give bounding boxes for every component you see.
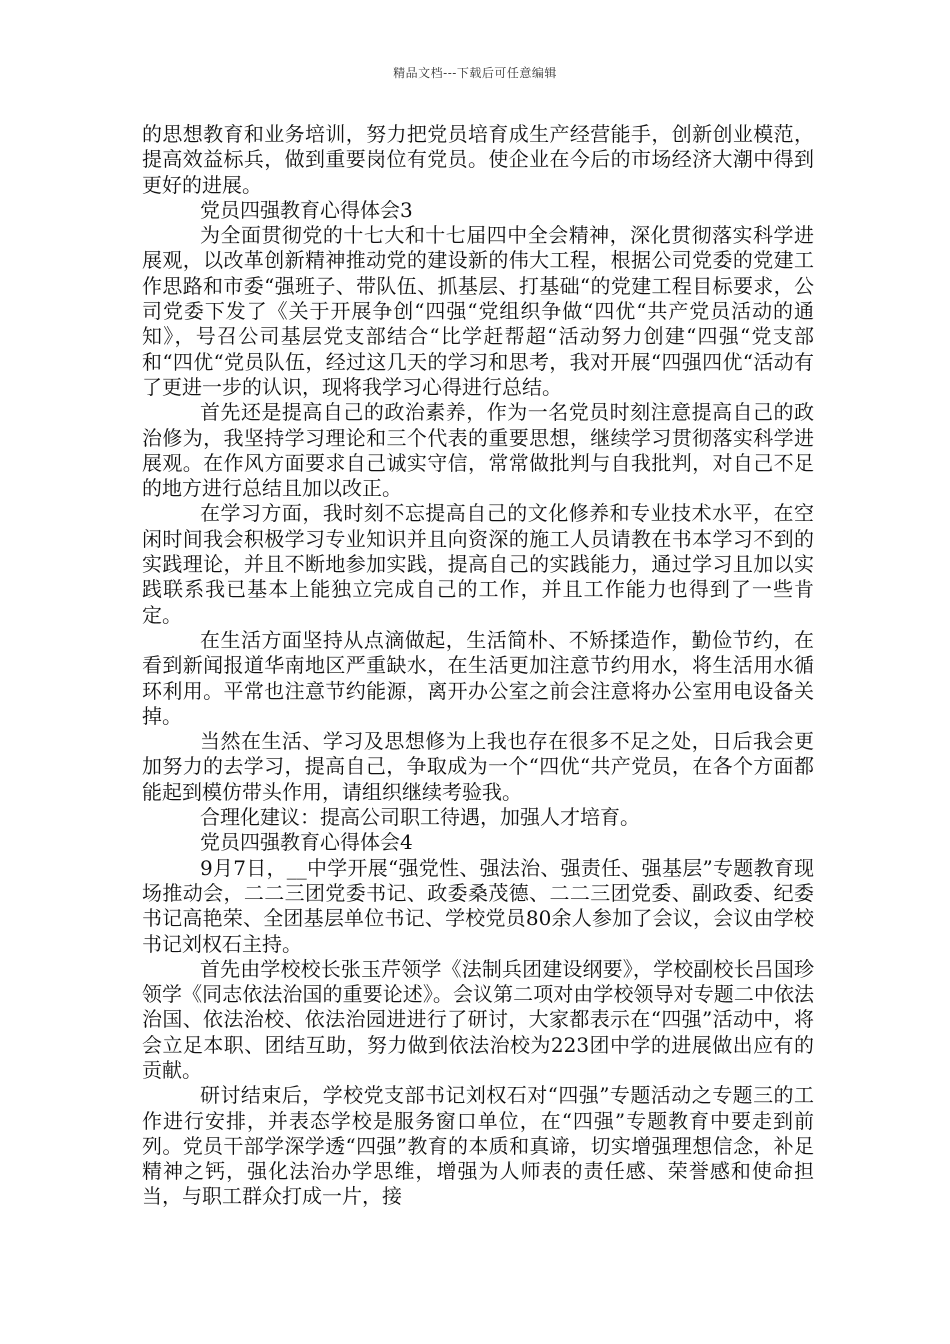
paragraph: 当然在生活、学习及思想修为上我也存在很多不足之处，日后我会更加努力的去学习，提高自己，争取成为一个“四优“共产党员，在各个方面都能起到模仿带头作用，请组织继续考验我。 <box>142 729 814 804</box>
paragraph-continuation: 的思想教育和业务培训，努力把党员培育成生产经营能手，创新创业模范，提高效益标兵，做到重要岗位有党员。使企业在今后的市场经济大潮中得到更好的进展。 <box>142 122 814 197</box>
paragraph: 在学习方面，我时刻不忘提高自己的文化修养和专业技术水平，在空闲时间我会积极学习专业知识并且向资深的施工人员请教在书本学习不到的实践理论，并且不断地参加实践，提高自己的实践能力，通过学习且加以实践联系我已基本上能独立完成自己的工作，并且工作能力也得到了一些肯定。 <box>142 501 814 627</box>
page-header: 精品文档---下载后可任意编辑 <box>393 66 557 80</box>
paragraph-suggestion: 合理化建议：提高公司职工待遇，加强人才培育。 <box>200 805 640 830</box>
paragraph: 研讨结束后，学校党支部书记刘权石对“四强”专题活动之专题三的工作进行安排，并表态学校是服务窗口单位，在“四强”专题教育中要走到前列。党员干部学深学透“四强”教育的本质和真谛，切实增强理想信念，补足精神之钙，强化法治办学思维，增强为人师表的责任感、荣誉感和使命担当，与职工群众打成一片，接 <box>142 1083 814 1209</box>
document-body <box>142 122 814 1210</box>
paragraph: 首先由学校校长张玉芹领学《法制兵团建设纲要》，学校副校长吕国珍领学《同志依法治国的重要论述》。会议第二项对由学校领导对专题二中依法治国、依法治校、依法治园进进行了研讨，大家都表示在“四强”活动中，将会立足本职、团结互助，努力做到依法治校为223团中学的进展做出应有的贡献。 <box>142 956 814 1082</box>
paragraph: 9月7日，__中学开展“强党性、强法治、强责任、强基层”专题教育现场推动会，二二三团党委书记、政委桑茂德、二二三团党委、副政委、纪委书记高艳荣、全团基层单位书记、学校党员80余人参加了会议，会议由学校书记刘权石主持。 <box>142 855 814 956</box>
section-heading-3: 党员四强教育心得体会3 <box>200 197 413 222</box>
paragraph: 首先还是提高自己的政治素养，作为一名党员时刻注意提高自己的政治修为，我坚持学习理论和三个代表的重要思想，继续学习贯彻落实科学进展观。在作风方面要求自己诚实守信，常常做批判与自我批判，对自己不足的地方进行总结且加以改正。 <box>142 400 814 501</box>
paragraph: 为全面贯彻党的十七大和十七届四中全会精神，深化贯彻落实科学进展观，以改革创新精神推动党的建设新的伟大工程，根据公司党委的党建工作思路和市委“强班子、带队伍、抓基层、打基础“的党建工程目标要求，公司党委下发了《关于开展争创“四强“党组织争做“四优“共产党员活动的通知》，号召公司基层党支部结合“比学赶帮超“活动努力创建“四强“党支部和“四优“党员队伍，经过这几天的学习和思考，我对开展“四强四优“活动有了更进一步的认识，现将我学习心得进行总结。 <box>142 223 814 399</box>
section-heading-4: 党员四强教育心得体会4 <box>200 830 413 855</box>
paragraph: 在生活方面坚持从点滴做起，生活简朴、不矫揉造作，勤俭节约，在看到新闻报道华南地区严重缺水，在生活更加注意节约用水，将生活用水循环利用。平常也注意节约能源，离开办公室之前会注意将办公室用电设备关掉。 <box>142 627 814 728</box>
